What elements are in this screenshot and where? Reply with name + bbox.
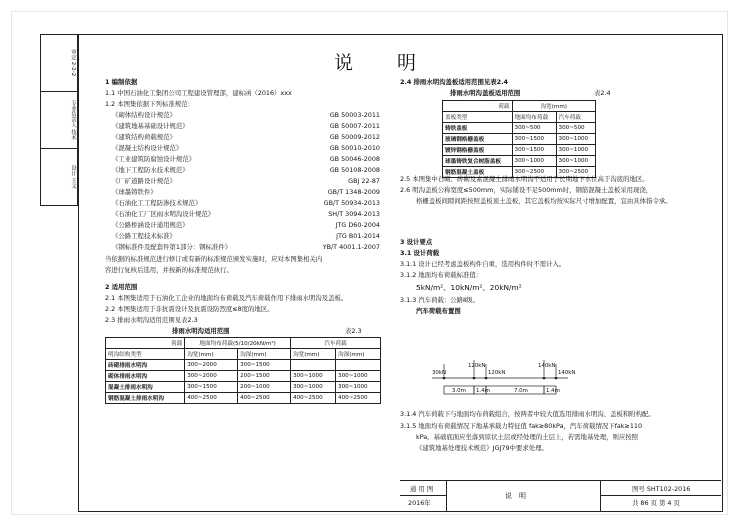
load-label: 120kN: [488, 370, 506, 376]
standard-code: GB 50010-2010: [329, 144, 380, 152]
para-1-1: 1.1 中国石油化工集团公司工程建设管理部，建标函（2016）xxx: [105, 89, 292, 97]
table-cell: 300~1500: [238, 360, 291, 371]
para-3-1-5-line-3: 《建筑地基处理技术规范》JGJ79中要求处理。: [416, 444, 548, 452]
standard-code: GB/T 50934-2013: [323, 199, 380, 207]
standard-code: GB 50009-2012: [329, 133, 380, 141]
table-cell: 400~2500: [238, 393, 291, 404]
table-header: 地面均布荷载(5/10/20kN/m²): [185, 338, 291, 349]
table-cell: 300~1000: [556, 145, 595, 156]
table-24-caption: 排雨水明沟盖板适用范围: [450, 89, 521, 97]
table-cell: 400~2500: [291, 393, 336, 404]
table-row: [106, 393, 381, 404]
sidebar-approve: 审定 2-2-2: [41, 35, 77, 92]
standard-code: GBJ 22-87: [348, 177, 380, 185]
uniform-load-values: 5kN/m²、10kN/m²、20kN/m²: [416, 283, 522, 292]
table-cell: 300~1000: [556, 156, 595, 167]
para-3-1-3: 3.1.3 汽车荷载：公路Ⅱ级。: [400, 296, 479, 304]
standard-name: 《地下工程防水技术规范》: [112, 166, 189, 174]
table-row: [443, 123, 596, 134]
standard-code: GB 50108-2008: [329, 166, 380, 174]
standard-name: 《公路桥涵设计通用规范》: [112, 221, 189, 229]
table-header: 沟宽(mm): [512, 101, 595, 112]
table-cell: 球墨铸铁复合树脂盖板: [443, 156, 513, 167]
standard-name: 《厂矿道路设计规范》: [112, 177, 176, 185]
table-cell: 300~1500: [185, 382, 238, 393]
year-label: 2016年: [408, 499, 431, 507]
drawing-sheet: [12, 12, 727, 514]
table-cell: 200~1500: [238, 371, 291, 382]
title-block: [400, 480, 721, 511]
diagram-title: 汽车荷载布置图: [416, 307, 461, 315]
para-2-6-line-2: 格栅盖板间隙间距按照盖板顶土盖板，其它盖板均按实际尺寸增加配置，宜由具体指令承。: [416, 197, 672, 205]
para-3-1-1: 3.1.1 设计已经考虑盖板构件自重，选用构件时不需计入。: [400, 260, 566, 268]
standard-name: 《石油化工工程防渗技术规范》: [112, 199, 202, 207]
note-line-2: 容进行复核后选用，并按新的标准规范执行。: [105, 266, 233, 274]
table-row: [443, 145, 596, 156]
table-row: [106, 382, 381, 393]
table-header: 沟深(mm): [238, 349, 291, 360]
table-24-tag: 表2.4: [594, 89, 611, 97]
table-row: [106, 371, 381, 382]
table-cell: [336, 360, 381, 371]
table-header: 沟宽(mm): [291, 349, 336, 360]
para-2-1: 2.1 本图集适用于石油化工企业的地面均布荷载及汽车荷载作用下排雨水明沟及盖板。: [105, 294, 348, 302]
standard-code: GB 50003-2011: [329, 111, 380, 119]
para-3-1: 3.1 设计荷载: [400, 249, 440, 257]
load-label: 120kN: [468, 363, 486, 369]
standard-name: 《公路工程技术标准》: [112, 232, 176, 240]
note-line-1: 当依据的标准规范进行修订或有新的标准规范颁发实施时，应对本图集相关内: [105, 255, 323, 263]
table-cell: 300~2000: [185, 360, 238, 371]
section-1-heading: 1 编制依据: [105, 78, 138, 86]
table-cell: 300~500: [556, 123, 595, 134]
standard-name: 《砌体结构设计规范》: [112, 111, 176, 119]
table-cell: 300~1000: [512, 156, 556, 167]
table-cell: 300~2500: [512, 167, 556, 178]
table-header: 荷载: [106, 338, 185, 349]
table-cell: 砌体排雨水明沟: [106, 371, 185, 382]
signature-block: [40, 34, 78, 206]
table-cell: 钢筋混凝土盖板: [443, 167, 513, 178]
table-header: 汽车荷载: [291, 338, 381, 349]
table-header: 沟宽(mm): [185, 349, 238, 360]
spacing-label: 3.0m: [452, 388, 466, 394]
table-cell: 400~2500: [336, 393, 381, 404]
table-cell: 300~1500: [512, 134, 556, 145]
table-cell: 300~1000: [291, 382, 336, 393]
table-header: 荷载: [443, 101, 513, 112]
table-cell: 300~1000: [336, 371, 381, 382]
standard-code: JTG B01-2014: [336, 232, 380, 240]
standard-code: GB/T 1348-2009: [327, 188, 380, 196]
spacing-label: 1.4m: [476, 388, 490, 394]
para-3-1-5-line-1: 3.1.5 地面均布荷载情况下地基承载力特征值 fak≥80kPa，汽车荷载情况下fak≥110: [400, 422, 643, 430]
standard-name: 《钢标准件及配套件第1部分：钢标准件》: [112, 243, 232, 251]
standard-name: 《工业建筑防腐蚀设计规范》: [112, 155, 196, 163]
table-cell: 300~1000: [336, 382, 381, 393]
table-header: 地面均布荷载: [512, 112, 556, 123]
table-cell: [291, 360, 336, 371]
section-2-heading: 2 适用范围: [105, 283, 138, 291]
table-2-4: [442, 100, 596, 178]
para-2-5: 2.5 本图集中石砌、砖砌及素混凝土排雨水明沟不适用于长期地下水位高于沟底的地区。: [400, 175, 649, 183]
page-title: 说 明: [334, 52, 419, 74]
para-2-4: 2.4 排雨水明沟盖板适用范围见表2.4: [400, 78, 508, 86]
table-header: 明沟结构类型: [106, 349, 185, 360]
standard-name: 《石油化工厂区雨水明沟设计规范》: [112, 210, 215, 218]
standard-code: JTG D60-2004: [335, 221, 380, 229]
table-cell: 混凝土排雨水明沟: [106, 382, 185, 393]
table-cell: 镀锌钢格栅盖板: [443, 145, 513, 156]
sidebar-design: 设计 王义: [70, 164, 76, 189]
standard-code: YB/T 4001.1-2007: [322, 243, 380, 251]
table-cell: 铸铁盖板: [443, 123, 513, 134]
table-2-3: [105, 337, 381, 404]
para-2-3: 2.3 排雨水明沟适用范围见表2.3: [105, 316, 198, 324]
table-header: 沟深(mm): [336, 349, 381, 360]
load-label: 140kN: [538, 363, 556, 369]
standard-name: 《球墨铸铁件》: [112, 188, 157, 196]
table-cell: 玻璃钢格栅盖板: [443, 134, 513, 145]
section-3-heading: 3 设计要点: [400, 238, 433, 246]
spacing-label: 7.0m: [514, 388, 528, 394]
table-cell: 400~2500: [185, 393, 238, 404]
standard-code: GB 50007-2011: [329, 122, 380, 130]
table-cell: 300~1000: [291, 371, 336, 382]
table-row: [443, 134, 596, 145]
para-2-6-line-1: 2.6 明沟盖板公称宽度≤500mm，实际铺设不足500mm时，钢筋混凝土盖板采用现浇，: [400, 186, 653, 194]
sidebar-lead: 专业负责人 技术: [41, 92, 77, 149]
table-cell: 300~1500: [512, 145, 556, 156]
para-3-1-5-line-2: kPa。基础底面应坐落到原状土层或经处理的土层上，若需地基处理，则应按照: [416, 433, 639, 441]
table-cell: 砖砌排雨水明沟: [106, 360, 185, 371]
table-23-tag: 表2.3: [345, 327, 362, 335]
load-label: 140kN: [558, 370, 576, 376]
table-row: [106, 360, 381, 371]
standard-code: GB 50046-2008: [329, 155, 380, 163]
table-header: 盖板类型: [443, 112, 513, 123]
volume-label: 通 用 图: [410, 485, 434, 493]
standard-name: 《建筑结构荷载规范》: [112, 133, 176, 141]
para-1-2: 1.2 本图集依据下列标准规范：: [105, 100, 194, 108]
para-2-2: 2.2 本图集适用于非抗震设计及抗震设防烈度≤8度的地区。: [105, 305, 274, 313]
standard-name: 《混凝土结构设计规范》: [112, 144, 183, 152]
para-3-1-4: 3.1.4 汽车荷载下与地面均布荷载组合，按两者中较大值选用排雨水明沟、盖板和附构配。: [400, 410, 655, 418]
load-label: 30kN: [432, 370, 447, 376]
table-cell: 300~500: [512, 123, 556, 134]
standard-name: 《建筑地基基础设计规范》: [112, 122, 189, 130]
table-cell: 钢筋混凝土排雨水明沟: [106, 393, 185, 404]
spacing-label: 1.4m: [546, 388, 560, 394]
table-cell: 300~2500: [556, 167, 595, 178]
table-row: [443, 156, 596, 167]
page-count: 共 86 页 第 4 页: [632, 499, 680, 507]
table-header: 汽车荷载: [556, 112, 595, 123]
table-cell: 200~1000: [238, 382, 291, 393]
standard-code: SH/T 3094-2013: [328, 210, 380, 218]
table-cell: 300~2000: [185, 371, 238, 382]
atlas-number: 图号 SHT102-2016: [632, 485, 691, 493]
sheet-title: 说 明: [505, 492, 526, 500]
table-cell: 300~1000: [556, 134, 595, 145]
para-3-1-2: 3.1.2 地面均布荷载标准值：: [400, 271, 483, 279]
table-23-caption: 排雨水明沟适用范围: [172, 327, 230, 335]
